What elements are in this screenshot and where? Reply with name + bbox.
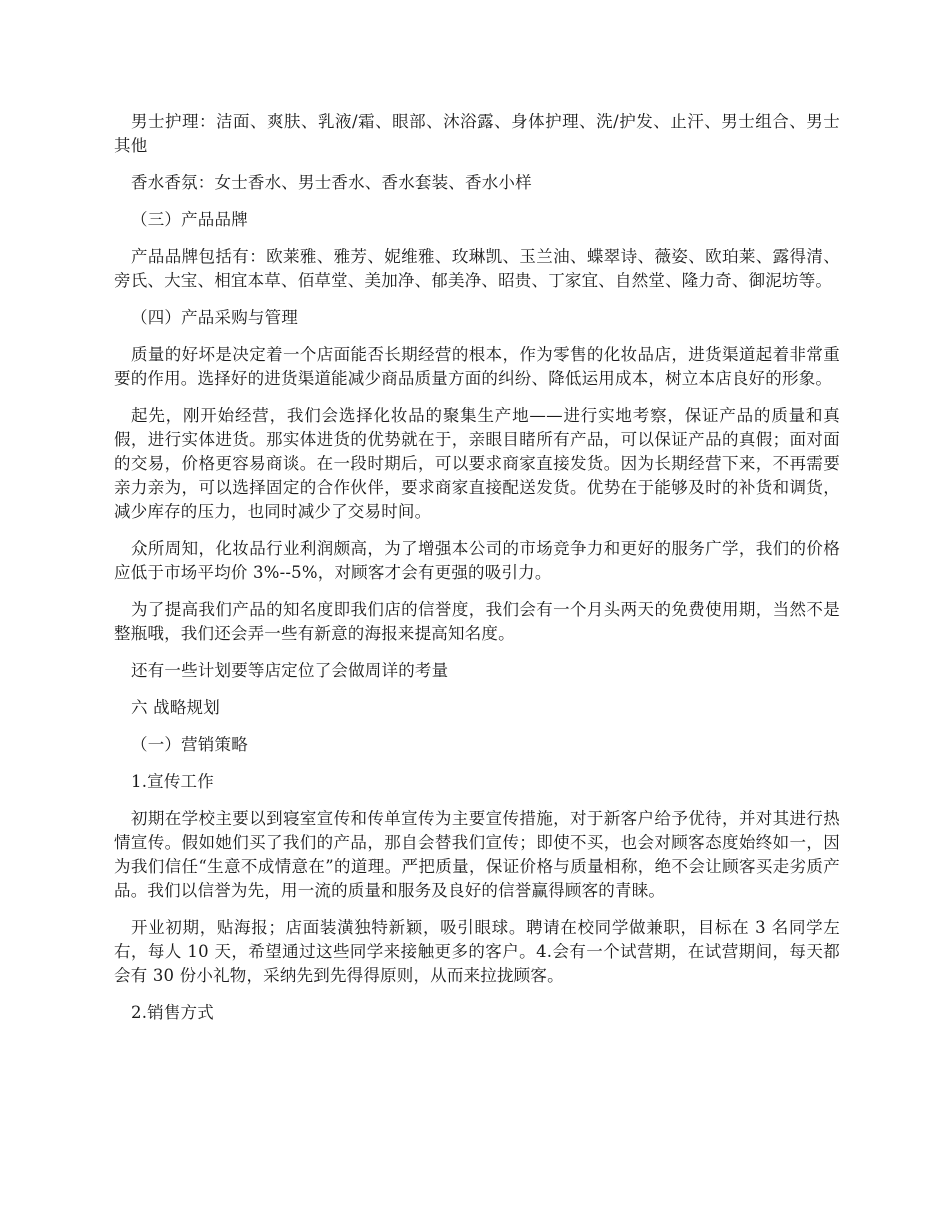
heading-marketing: （一）营销策略	[131, 735, 248, 754]
paragraph-plans: 还有一些计划要等店定位了会做周详的考量	[131, 661, 449, 680]
heading-promotion: 1.宣传工作	[131, 772, 214, 791]
paragraph-fragrance: 香水香氛：女士香水、男士香水、香水套装、香水小样	[131, 173, 532, 192]
paragraph-campus-promotion: 初期在学校主要以到寝室宣传和传单宣传为主要宣传措施，对于新客户给予优待，并对其进行热情宣传。假如她们买了我们的产品，那自会替我们宣传；即使不买，也会对顾客态度始终如一，因为我们信任“生意不成情意在”的道理。严把质量，保证价格与质量相称，绝不会让顾客买走劣质产品。我们以信誉为先，用一流的质量和服务及良好的信誉赢得顾客的青睐。	[114, 809, 840, 900]
heading-sales-method: 2.销售方式	[131, 1003, 214, 1022]
paragraph-sourcing: 起先，刚开始经营，我们会选择化妆品的聚集生产地——进行实地考察，保证产品的质量和真假，进行实体进货。那实体进货的优势就在于，亲眼目睹所有产品，可以保证产品的真假；面对面的交易，价格更容易商谈。在一段时期后，可以要求商家直接发货。因为长期经营下来，不再需要亲力亲为，可以选择固定的合作伙伴，要求商家直接配送发货。优势在于能够及时的补货和调货，减少库存的压力，也同时减少了交易时间。	[114, 406, 840, 521]
heading-strategy: 六 战略规划	[131, 698, 220, 717]
heading-product-brands: （三）产品品牌	[131, 210, 248, 229]
paragraph-awareness: 为了提高我们产品的知名度即我们店的信誉度，我们会有一个月头两天的免费使用期，当然不是整瓶哦，我们还会弄一些有新意的海报来提高知名度。	[114, 600, 840, 643]
paragraph-brand-list: 产品品牌包括有：欧莱雅、雅芳、妮维雅、玫琳凯、玉兰油、蝶翠诗、薇姿、欧珀莱、露得清、旁氏、大宝、相宜本草、佰草堂、美加净、郁美净、昭贵、丁家宜、自然堂、隆力奇、御泥坊等。	[114, 247, 840, 290]
paragraph-pricing: 众所周知，化妆品行业利润颇高，为了增强本公司的市场竞争力和更好的服务广学，我们的价格应低于市场平均价 3%--5%，对顾客才会有更强的吸引力。	[114, 539, 840, 582]
paragraph-quality: 质量的好坏是决定着一个店面能否长期经营的根本，作为零售的化妆品店，进货渠道起着非常重要的作用。选择好的进货渠道能减少商品质量方面的纠纷、降低运用成本，树立本店良好的形象。	[114, 345, 840, 388]
paragraph-opening: 开业初期，贴海报；店面装潢独特新颖，吸引眼球。聘请在校同学做兼职，目标在 3 名同学左右，每人 10 天，希望通过这些同学来接触更多的客户。4.会有一个试营期，在试营期间，每天都会有 30 份小礼物，采纳先到先得得原则，从而来拉拢顾客。	[114, 918, 840, 985]
document-body	[114, 110, 840, 1038]
paragraph-mens-care: 男士护理：洁面、爽肤、乳液/霜、眼部、沐浴露、身体护理、洗/护发、止汗、男士组合、男士其他	[114, 112, 840, 155]
heading-procurement: （四）产品采购与管理	[131, 308, 298, 327]
